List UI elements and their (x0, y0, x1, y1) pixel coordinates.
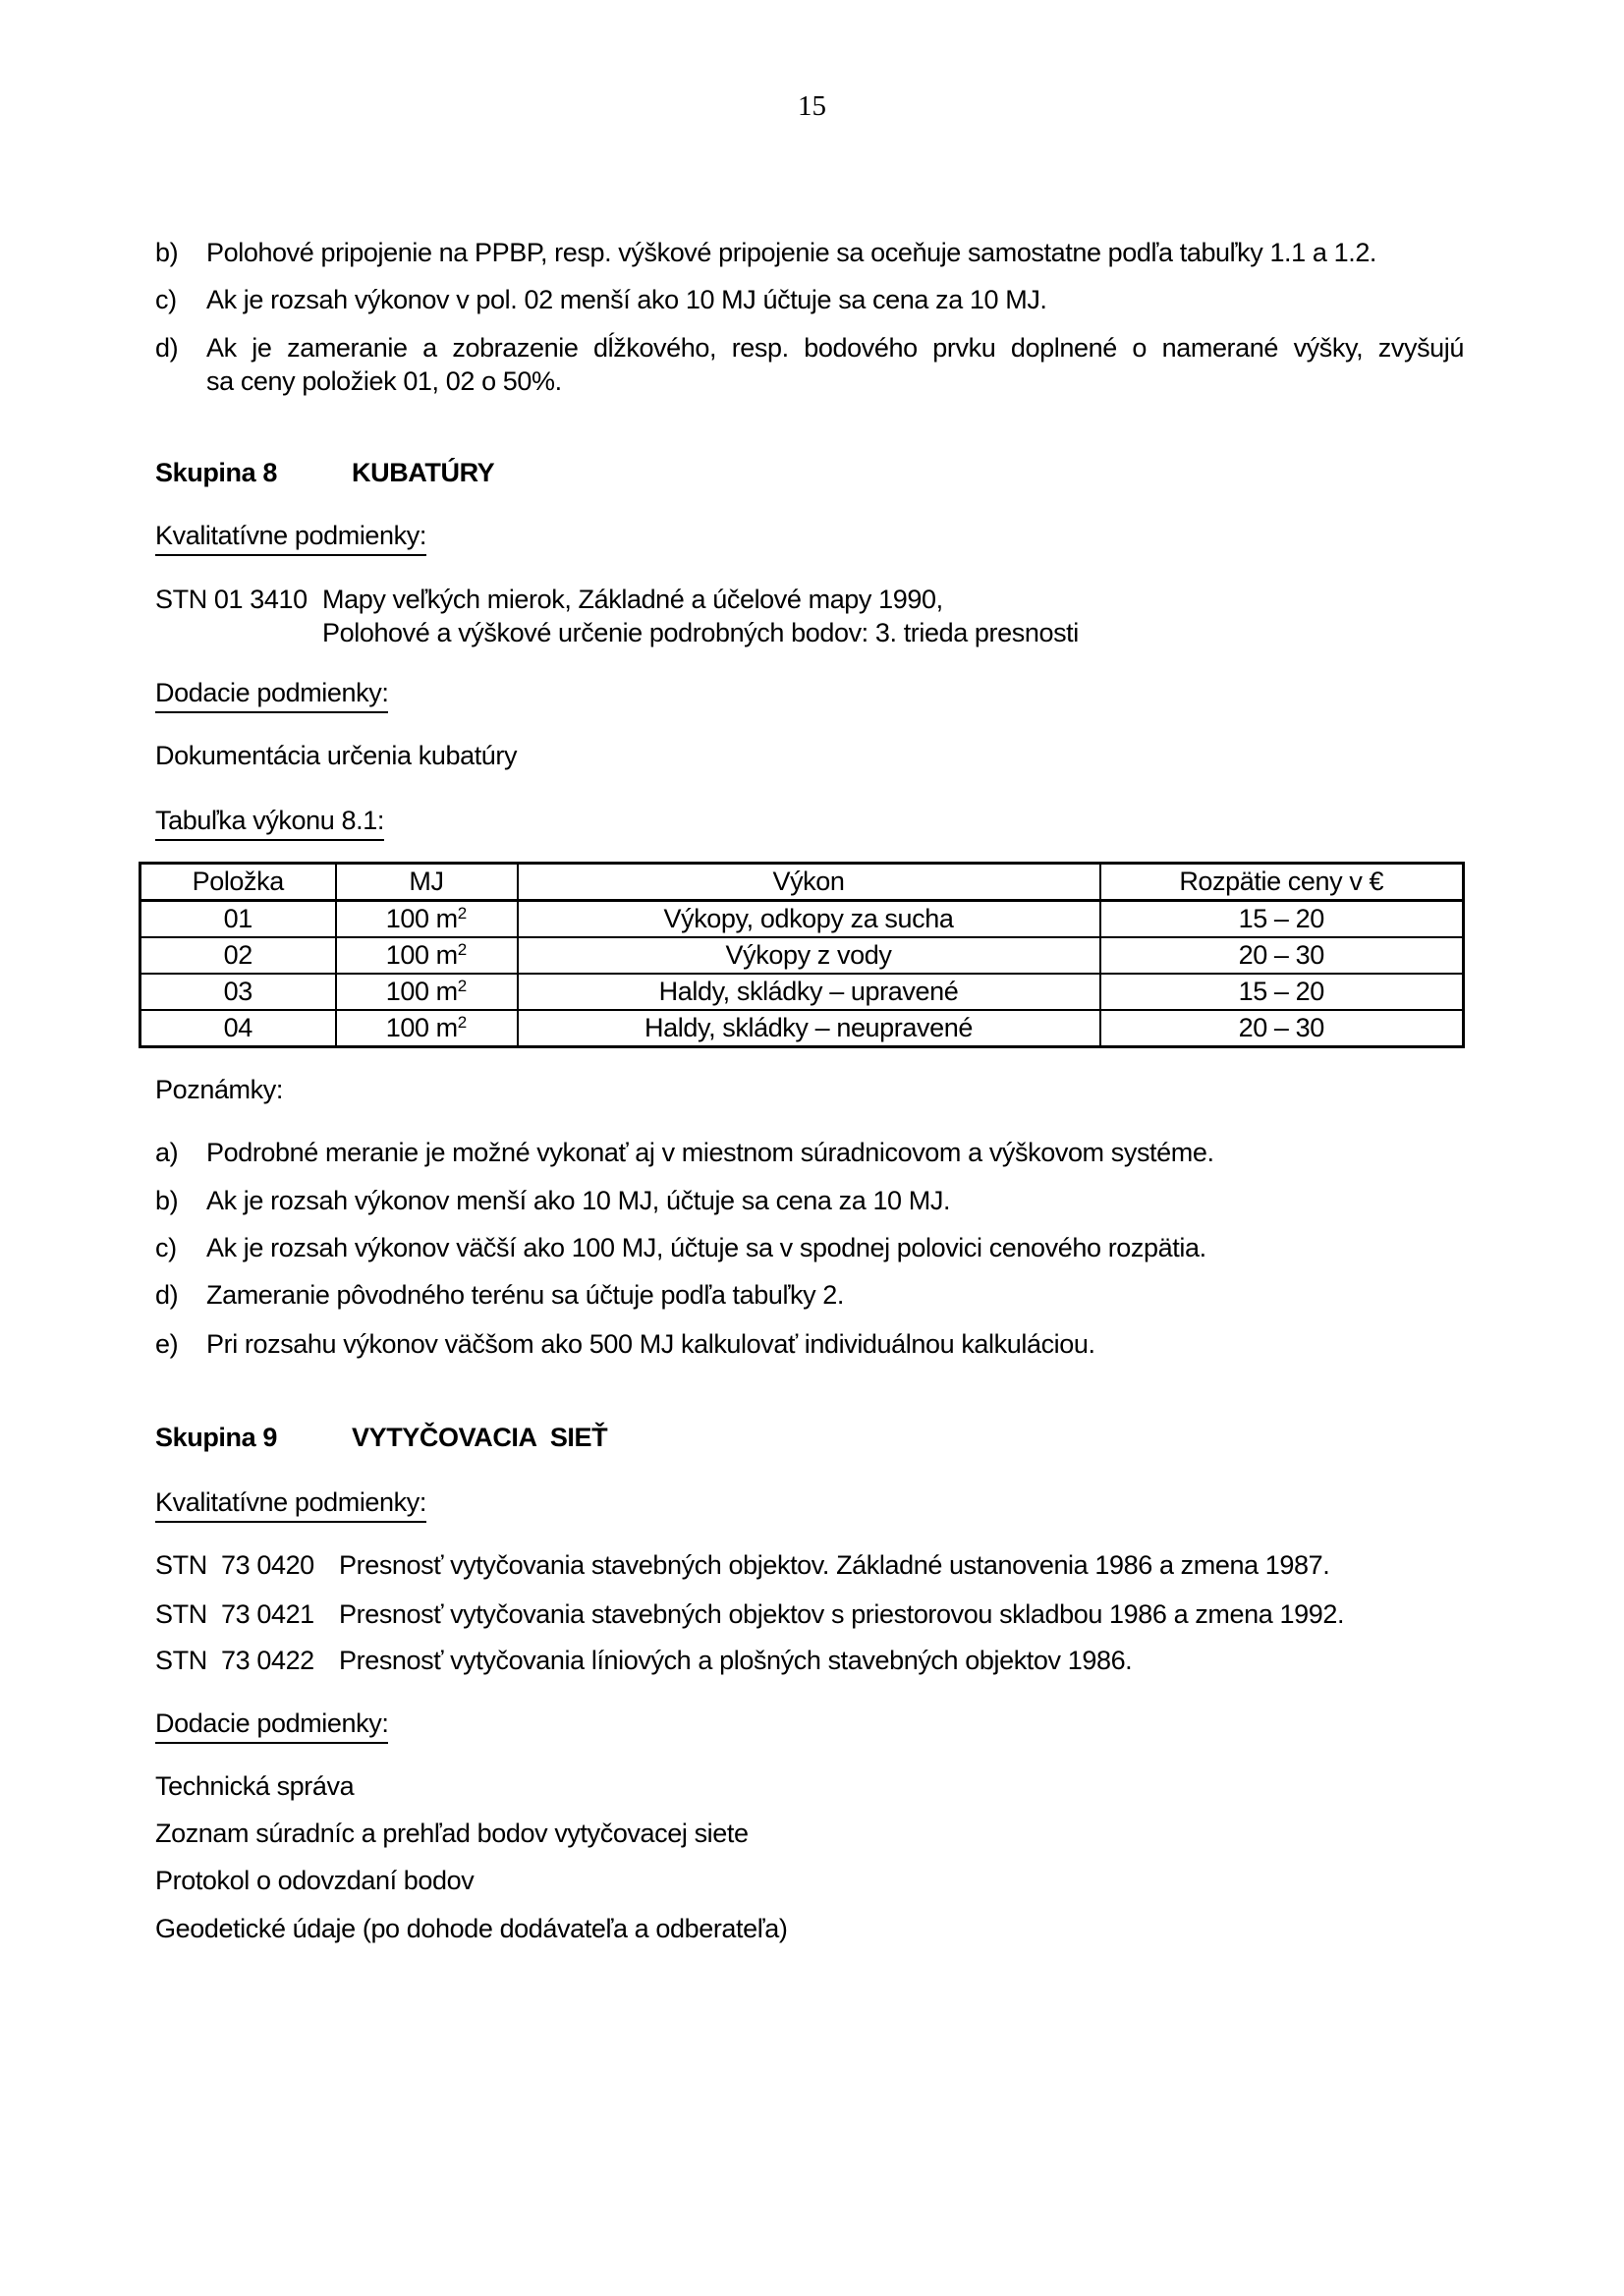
stn-reference (155, 1548, 1464, 1582)
list-text: Polohové pripojenie na PPBP, resp. výškové pripojenie sa oceňuje samostatne podľa tabuľky 1.1 a 1.2. (206, 238, 1377, 267)
page-number: 15 (798, 90, 826, 122)
cell-price: 20 – 30 (1100, 937, 1464, 974)
list-text: Ak je rozsah výkonov väčší ako 100 MJ, účtuje sa v spodnej polovici cenového rozpätia. (206, 1233, 1206, 1262)
cell-mj (336, 901, 518, 938)
cell-mj (336, 1010, 518, 1047)
list-marker: e) (155, 1329, 179, 1359)
stn-text-line: Polohové a výškové určenie podrobných bodov: 3. trieda presnosti (322, 618, 1079, 647)
stn-label: STN 73 0421 (155, 1599, 314, 1629)
delivery-conditions-heading: Dodacie podmienky: (155, 1707, 388, 1744)
cell-item: 03 (140, 974, 336, 1010)
mj-sup: 2 (457, 977, 468, 995)
table-header-row (140, 864, 1464, 901)
mj-sup: 2 (457, 940, 468, 959)
mj-base: 100 m (385, 977, 458, 1006)
cell-price: 15 – 20 (1100, 901, 1464, 938)
qualitative-conditions-heading: Kvalitatívne podmienky: (155, 1485, 426, 1523)
stn-text (322, 583, 1464, 649)
col-header-mj: MJ (336, 864, 518, 901)
list-marker: c) (155, 1233, 177, 1262)
stn-label: STN 73 0422 (155, 1646, 314, 1675)
group-label: Skupina 8 (155, 458, 277, 487)
price-table (139, 862, 1465, 1048)
cell-price: 15 – 20 (1100, 974, 1464, 1010)
delivery-item: Geodetické údaje (po dohode dodávateľa a odberateľa) (155, 1914, 788, 1943)
delivery-item: Zoznam súradníc a prehľad bodov vytyčovacej siete (155, 1819, 749, 1848)
mj-base: 100 m (385, 1013, 458, 1042)
list-text: Ak je rozsah výkonov v pol. 02 menší ako 10 MJ účtuje sa cena za 10 MJ. (206, 285, 1047, 314)
list-text: Podrobné meranie je možné vykonať aj v miestnom súradnicovom a výškovom systéme. (206, 1138, 1214, 1167)
list-marker: b) (155, 1186, 179, 1215)
list-text (155, 331, 1464, 398)
mj-base: 100 m (385, 940, 458, 970)
cell-mj (336, 974, 518, 1010)
col-header-polozka: Položka (140, 864, 336, 901)
list-text: Pri rozsahu výkonov väčšom ako 500 MJ kalkulovať individuálnou kalkuláciou. (206, 1329, 1095, 1359)
delivery-conditions-heading: Dodacie podmienky: (155, 676, 388, 713)
list-item (155, 283, 1464, 316)
cell-item: 01 (140, 901, 336, 938)
stn-reference (155, 1644, 1464, 1677)
cell-vykon: Haldy, skládky – upravené (518, 974, 1100, 1010)
col-header-rozpatie: Rozpätie ceny v € (1100, 864, 1464, 901)
table-row (140, 937, 1464, 974)
qualitative-conditions-heading: Kvalitatívne podmienky: (155, 519, 426, 556)
group-title: KUBATÚRY (352, 458, 495, 487)
list-text-line: sa ceny položiek 01, 02 o 50%. (206, 366, 562, 396)
list-marker: c) (155, 285, 177, 314)
list-item (155, 236, 1464, 269)
col-header-vykon: Výkon (518, 864, 1100, 901)
list-marker: a) (155, 1138, 179, 1167)
stn-text-line: Mapy veľkých mierok, Základné a účelové mapy 1990, (322, 585, 943, 614)
group-title: VYTYČOVACIA SIEŤ (352, 1423, 608, 1452)
table-row (140, 974, 1464, 1010)
stn-text: Presnosť vytyčovania stavebných objektov s priestorovou skladbou 1986 a zmena 1992. (339, 1599, 1345, 1629)
stn-reference (155, 1597, 1464, 1631)
stn-label: STN 73 0420 (155, 1550, 314, 1580)
cell-mj (336, 937, 518, 974)
note-item (155, 1231, 1464, 1264)
note-item (155, 1184, 1464, 1217)
list-marker: d) (155, 1280, 179, 1310)
notes-heading: Poznámky: (155, 1075, 283, 1104)
table-row (140, 901, 1464, 938)
cell-item: 02 (140, 937, 336, 974)
list-text: Ak je rozsah výkonov menší ako 10 MJ, účtuje sa cena za 10 MJ. (206, 1186, 951, 1215)
list-marker: d) (155, 333, 179, 363)
section-heading-skupina-8 (155, 456, 1464, 489)
list-text-line: Ak je zameranie a zobrazenie dĺžkového, resp. bodového prvku doplnené o namerané výšky, zvyšujú (206, 333, 1464, 363)
note-item (155, 1278, 1464, 1312)
list-item (155, 331, 1464, 398)
stn-text: Presnosť vytyčovania líniových a plošných stavebných objektov 1986. (339, 1646, 1133, 1675)
delivery-item: Protokol o odovzdaní bodov (155, 1866, 475, 1895)
note-item (155, 1136, 1464, 1169)
mj-sup: 2 (457, 904, 468, 923)
list-text: Zameranie pôvodného terénu sa účtuje podľa tabuľky 2. (206, 1280, 844, 1310)
cell-vykon: Výkopy z vody (518, 937, 1100, 974)
list-marker: b) (155, 238, 179, 267)
cell-item: 04 (140, 1010, 336, 1047)
stn-text: Presnosť vytyčovania stavebných objektov. Základné ustanovenia 1986 a zmena 1987. (339, 1550, 1330, 1580)
cell-vykon: Výkopy, odkopy za sucha (518, 901, 1100, 938)
group-label: Skupina 9 (155, 1423, 277, 1452)
mj-base: 100 m (385, 904, 458, 933)
delivery-text: Dokumentácia určenia kubatúry (155, 741, 518, 770)
delivery-item: Technická správa (155, 1771, 355, 1801)
stn-reference (155, 583, 1464, 649)
note-item (155, 1327, 1464, 1361)
cell-price: 20 – 30 (1100, 1010, 1464, 1047)
mj-sup: 2 (457, 1013, 468, 1032)
stn-label: STN 01 3410 (155, 585, 308, 614)
table-heading: Tabuľka výkonu 8.1: (155, 804, 384, 841)
table-row (140, 1010, 1464, 1047)
section-heading-skupina-9 (155, 1421, 1464, 1454)
cell-vykon: Haldy, skládky – neupravené (518, 1010, 1100, 1047)
